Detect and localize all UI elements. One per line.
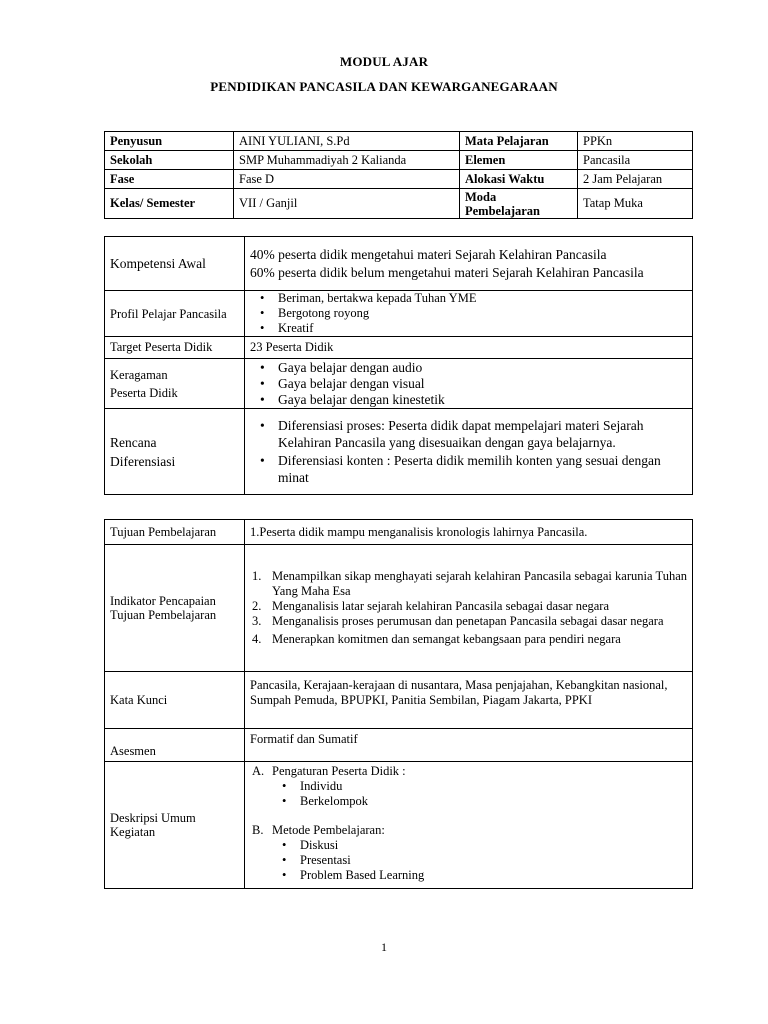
rencana-label-line: Rencana [110, 434, 157, 450]
section-a-number: A. [252, 764, 265, 778]
section-b-list [250, 838, 687, 883]
section-b-title: Metode Pembelajaran: [272, 823, 385, 837]
item-number: 4. [252, 632, 262, 646]
table-row [105, 545, 693, 672]
keragaman-label [105, 359, 245, 409]
list-item: • Kreatif [250, 321, 687, 336]
identity-label: Sekolah [105, 151, 234, 170]
kata-kunci-label: Kata Kunci [105, 672, 245, 729]
table-row [105, 132, 693, 151]
target-value: 23 Peserta Didik [245, 337, 693, 359]
item-text: Menerapkan komitmen dan semangat kebangsaan para pendiri negara [272, 632, 621, 646]
table-row [105, 170, 693, 189]
identity-value: PPKn [578, 132, 693, 151]
section-b-heading [250, 823, 687, 838]
section-a-heading [250, 764, 687, 779]
page-number: 1 [381, 940, 387, 954]
tujuan-value: 1.Peserta didik mampu menganalisis kronologis lahirnya Pancasila. [245, 520, 693, 545]
item-text: Menganalisis proses perumusan dan penetapan Pancasila sebagai dasar negara [272, 614, 664, 628]
identity-value: SMP Muhammadiyah 2 Kalianda [234, 151, 460, 170]
indikator-list [250, 569, 687, 647]
identity-label: Mata Pelajaran [460, 132, 578, 151]
list-item: • Gaya belajar dengan audio [250, 360, 687, 376]
table-row [105, 337, 693, 359]
profil-label: Profil Pelajar Pancasila [105, 291, 245, 337]
list-item: • Problem Based Learning [272, 868, 687, 883]
item-text: Menganalisis latar sejarah kelahiran Pancasila sebagai dasar negara [272, 599, 609, 613]
list-item: • Diferensiasi konten : Peserta didik memilih konten yang sesuai dengan minat [250, 452, 687, 487]
identity-value: 2 Jam Pelajaran [578, 170, 693, 189]
item-number: 1. [252, 569, 262, 583]
identity-value: Pancasila [578, 151, 693, 170]
list-item: • Diferensiasi proses: Peserta didik dapat mempelajari materi Sejarah Kelahiran Pancasila yang disesuaikan dengan gaya belajarnya. [250, 417, 687, 452]
keragaman-label-line: Peserta Didik [110, 385, 178, 400]
kompetensi-line: 40% peserta didik mengetahui materi Sejarah Kelahiran Pancasila [250, 247, 607, 262]
rencana-list [250, 417, 687, 487]
profile-table [104, 236, 693, 495]
identity-label: Moda Pembelajaran [460, 189, 578, 219]
list-item: • Individu [272, 779, 687, 794]
identity-label: Penyusun [105, 132, 234, 151]
asesmen-value: Formatif dan Sumatif [245, 729, 693, 762]
list-item: • Diskusi [272, 838, 687, 853]
section-a-list [250, 779, 687, 809]
table-row [105, 291, 693, 337]
item-text: Menampilkan sikap menghayati sejarah kelahiran Pancasila sebagai karunia Tuhan Yang Maha Esa [272, 569, 687, 598]
target-label: Target Peserta Didik [105, 337, 245, 359]
table-row [105, 729, 693, 762]
document-subtitle: PENDIDIKAN PANCASILA DAN KEWARGANEGARAAN [210, 79, 558, 94]
kata-kunci-value: Pancasila, Kerajaan-kerajaan di nusantara, Masa penjajahan, Kebangkitan nasional, Sumpah Pemuda, BPUPKI, Panitia Sembilan, Piagam Jakarta, PPKI [245, 672, 693, 729]
deskripsi-label: Deskripsi Umum Kegiatan [105, 762, 245, 889]
item-number: 2. [252, 599, 262, 613]
kompetensi-label: Kompetensi Awal [105, 237, 245, 291]
identity-label: Elemen [460, 151, 578, 170]
identity-value: VII / Ganjil [234, 189, 460, 219]
list-item: • Gaya belajar dengan visual [250, 376, 687, 392]
section-a-title: Pengaturan Peserta Didik : [272, 764, 406, 778]
identity-label: Kelas/ Semester [105, 189, 234, 219]
list-item [250, 614, 687, 629]
list-item: • Berkelompok [272, 794, 687, 809]
list-item [250, 599, 687, 614]
profil-list [250, 291, 687, 336]
identity-label: Fase [105, 170, 234, 189]
list-item: • Bergotong royong [250, 306, 687, 321]
table-row [105, 189, 693, 219]
list-item: • Beriman, bertakwa kepada Tuhan YME [250, 291, 687, 306]
tujuan-label: Tujuan Pembelajaran [105, 520, 245, 545]
list-item: • Presentasi [272, 853, 687, 868]
rencana-label-line: Diferensiasi [110, 453, 176, 469]
identity-value: Fase D [234, 170, 460, 189]
keragaman-list [250, 360, 687, 408]
table-row [105, 672, 693, 729]
document-title: MODUL AJAR [339, 54, 429, 69]
indikator-label: Indikator Pencapaian Tujuan Pembelajaran [105, 545, 245, 672]
list-item: • Gaya belajar dengan kinestetik [250, 392, 687, 408]
section-b-number: B. [252, 823, 264, 837]
list-item [250, 569, 687, 599]
identity-value: AINI YULIANI, S.Pd [234, 132, 460, 151]
learning-table [104, 519, 693, 889]
table-row [105, 409, 693, 495]
kompetensi-value [245, 237, 693, 291]
profil-value [245, 291, 693, 337]
keragaman-value [245, 359, 693, 409]
identity-value: Tatap Muka [578, 189, 693, 219]
rencana-value [245, 409, 693, 495]
table-row [105, 359, 693, 409]
table-row [105, 520, 693, 545]
table-row [105, 762, 693, 889]
identity-table [104, 131, 693, 219]
list-item [250, 632, 687, 647]
table-row [105, 151, 693, 170]
deskripsi-value [245, 762, 693, 889]
rencana-label [105, 409, 245, 495]
table-row [105, 237, 693, 291]
item-number: 3. [252, 614, 262, 628]
asesmen-label: Asesmen [105, 729, 245, 762]
identity-label: Alokasi Waktu [460, 170, 578, 189]
indikator-value [245, 545, 693, 672]
kompetensi-line: 60% peserta didik belum mengetahui materi Sejarah Kelahiran Pancasila [250, 264, 644, 280]
keragaman-label-line: Keragaman [110, 367, 168, 382]
